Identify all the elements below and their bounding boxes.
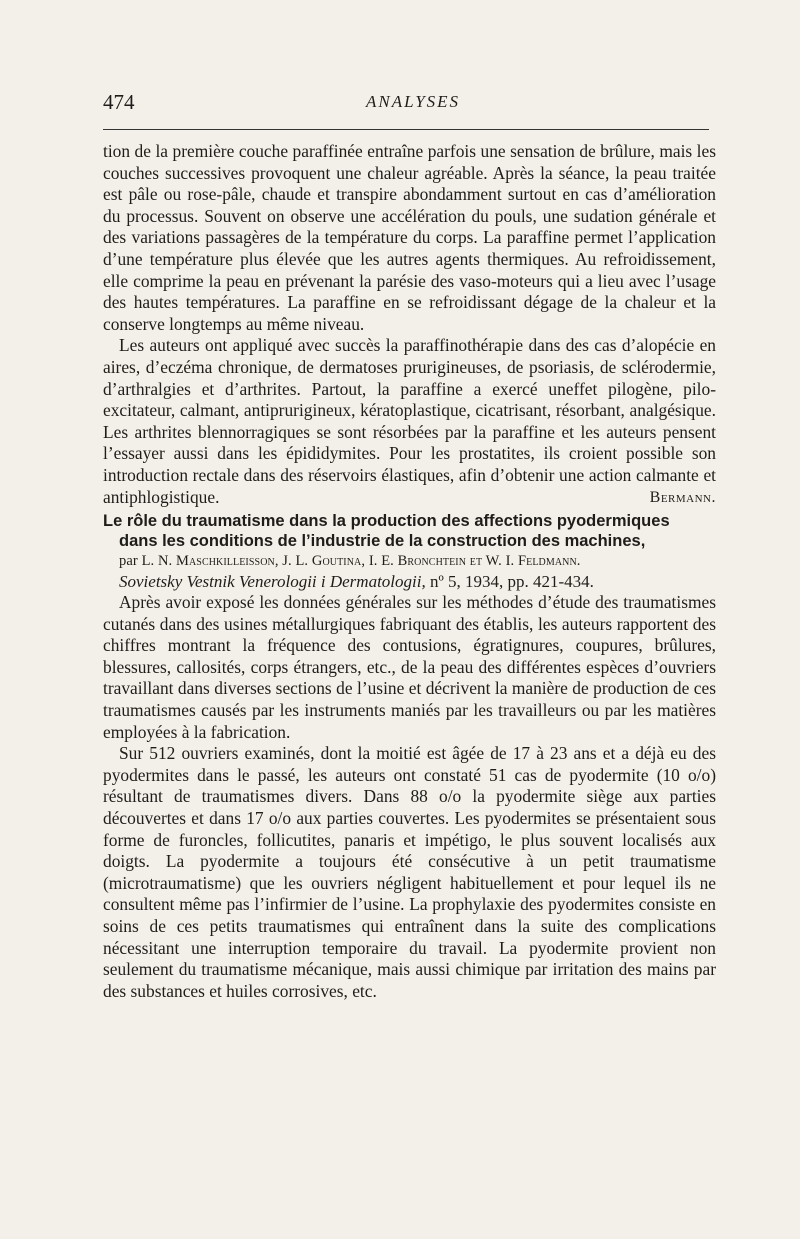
journal-reference: nº 5, 1934, pp. 421-434. (429, 572, 594, 592)
header-rule (103, 129, 709, 130)
page-number: 474 (103, 90, 135, 114)
paragraph-3: Après avoir exposé les données générales sur les méthodes d’étude des traumatismes cutanés dans des usines métallurgiques fabriquant des établis, les auteurs rapportent des chiffres montrant la fréquence des contusions, égratignures, coupures, brûlures, blessures, callosités, corps étrangers, etc., de la peau des différentes espèces d’ouvriers travaillant dans diverses sections de l’usine et décrivent la manière de production de ces traumatismes causés par les instruments maniés par les travailleurs ou par les matières employées à la fabrication. (103, 592, 716, 742)
paragraph-2-text: Les auteurs ont appliqué avec succès la paraffinothérapie dans des cas d’alopécie en aires, d’eczéma chronique, de dermatoses prurigineuses, de psoriasis, de sclérodermie, d’arthralgies et d’arthrites. Partout, la paraffine a exercé uneffet pilogène, pilo-excitateur, calmant, antiprurigineux, kératoplastique, cicatrisant, résorbant, analgésique. Les arthrites blennorragiques se sont résorbées par la paraffine et les auteurs pensent l’essayer aussi dans les épididymites. Pour les prostatites, ils croient possible son introduction rectale dans des réservoirs élastiques, afin d’obtenir une action calmante et antiphlogistique. (103, 335, 716, 507)
article-authors (103, 551, 716, 571)
page-header (103, 90, 710, 118)
article-title-line-1: Le rôle du traumatisme dans la production des affections pyodermiques (103, 512, 670, 531)
running-title: ANALYSES (366, 92, 461, 111)
article-journal (103, 571, 716, 592)
authors-names: L. N. Maschkilleisson, J. L. Goutina, I. E. Bronchtein et W. I. Feldmann. (141, 553, 581, 570)
paragraph-4: Sur 512 ouvriers examinés, dont la moitié est âgée de 17 à 23 ans et a déjà eu des pyodermites dans le passé, les auteurs ont constaté 51 cas de pyodermite (10 o/o) résultant de traumatismes divers. Dans 88 o/o la pyodermite siège aux parties découvertes et dans 17 o/o aux parties couvertes. Les pyodermites se présentaient sous forme de furoncles, follicutites, panaris et impétigo, le plus souvent localisés aux doigts. La pyodermite a toujours été consécutive à un petit traumatisme (microtraumatisme) que les ouvriers négligent habituellement et pour lequel ils ne consultent même pas l’infirmier de l’usine. La prophylaxie des pyodermites consiste en soins de ces petits traumatismes qui entraînent dans la suite des complications nécessitant une interruption temporaire du travail. La pyodermite provient non seulement du traumatisme mécanique, mais aussi chimique par irritation des mains par des substances et huiles corrosives, etc. (103, 743, 716, 1001)
article-title-line-2: dans les conditions de l’industrie de la construction des machines, (119, 531, 646, 550)
paragraph-2 (103, 335, 716, 508)
reviewer-signature: Bermann. (649, 488, 716, 506)
article-title (103, 512, 716, 551)
journal-name: Sovietsky Vestnik Venerologii i Dermatologii, (119, 572, 426, 592)
authors-prefix: par (119, 553, 138, 570)
paragraph-1: tion de la première couche paraffinée entraîne parfois une sensation de brûlure, mais les couches successives provoquent une chaleur agréable. Après la séance, la peau traitée est pâle ou rose-pâle, chaude et transpire abondamment surtout en cas d’amélioration du processus. Souvent on observe une accélération du pouls, une sudation générale et des variations passagères de la température du corps. La paraffine permet l’application d’une température plus élevée que les autres agents thermiques. Au refroidissement, elle comprime la peau en prévenant la parésie des vaso-moteurs qui a lieu avec l’usage des hautes températures. La paraffine en se refroidissant dégage de la chaleur et la conserve longtemps au même niveau. (103, 141, 716, 334)
body-text (103, 141, 716, 1002)
